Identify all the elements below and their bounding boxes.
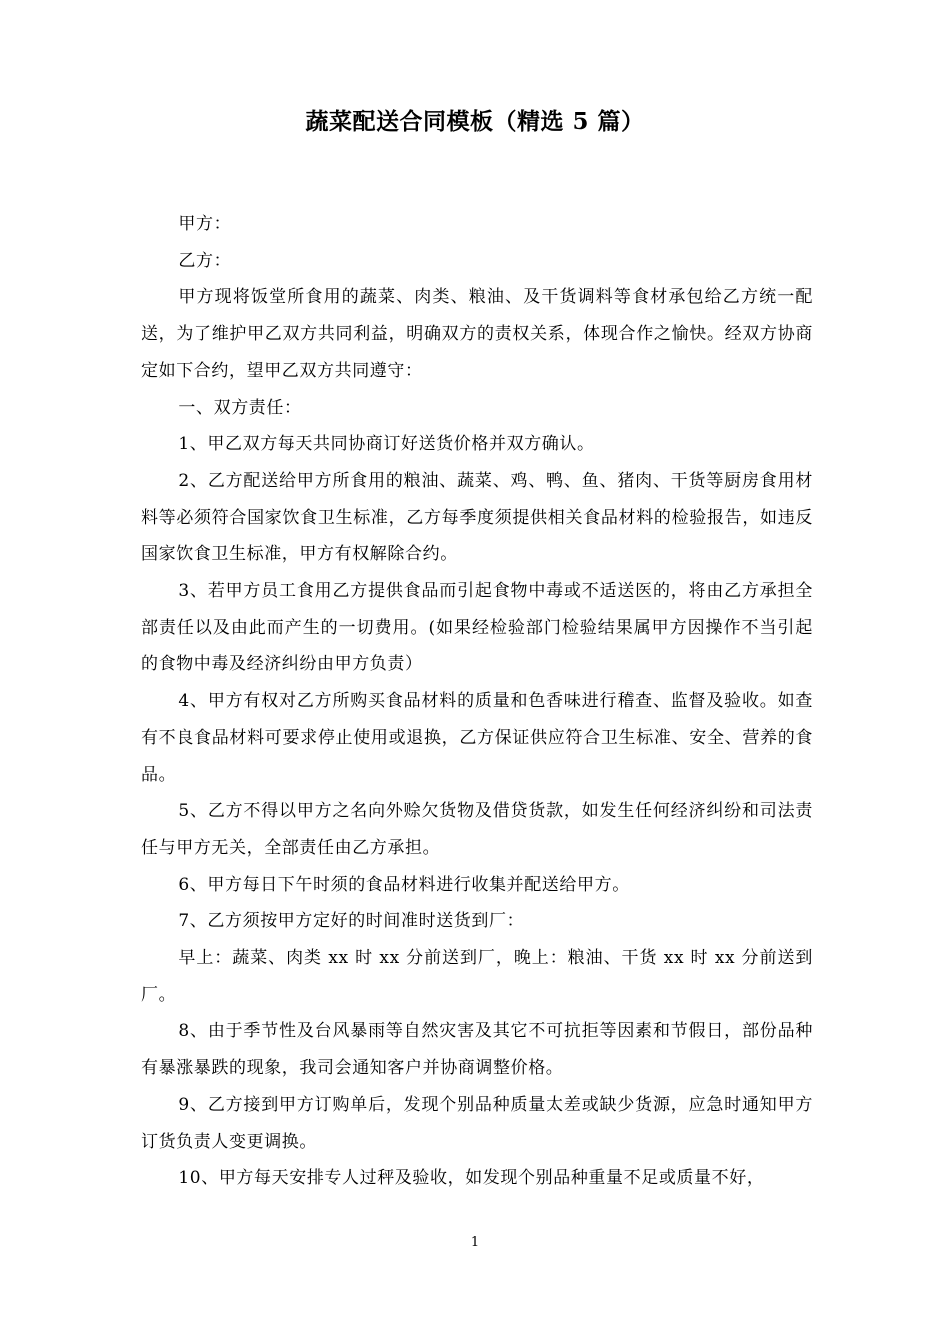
clause-5: 5、乙方不得以甲方之名向外赊欠货物及借贷货款，如发生任何经济纠纷和司法责任与甲方无关，全部责任由乙方承担。 <box>141 801 813 858</box>
clause-4: 4、甲方有权对乙方所购买食品材料的质量和色香味进行稽查、监督及验收。如查有不良食品材料可要求停止使用或退换，乙方保证供应符合卫生标准、安全、营养的食品。 <box>141 691 813 785</box>
document-title: 蔬菜配送合同模板（精选 5 篇） <box>305 108 645 135</box>
document-body <box>141 206 813 1197</box>
page-number: 1 <box>470 1235 480 1250</box>
party-a-line: 甲方： <box>178 214 232 234</box>
section-heading: 一、双方责任： <box>178 397 302 418</box>
party-b-line: 乙方： <box>178 250 232 271</box>
clause-7: 7、乙方须按甲方定好的时间准时送货到厂： <box>178 911 525 932</box>
delivery-schedule: 早上：蔬菜、肉类 xx 时 xx 分前送到厂，晚上：粮油、干货 xx 时 xx 分前送到厂。 <box>141 948 813 1005</box>
clause-1: 1、甲乙双方每天共同协商订好送货价格并双方确认。 <box>178 434 595 455</box>
clause-9: 9、乙方接到甲方订购单后，发现个别品种质量太差或缺少货源，应急时通知甲方订货负责人变更调换。 <box>141 1094 813 1152</box>
clause-3: 3、若甲方员工食用乙方提供食品而引起食物中毒或不适送医的，将由乙方承担全部责任以及由此而产生的一切费用。(如果经检验部门检验结果属甲方因操作不当引起的食物中毒及经济纠纷由甲方负责） <box>141 581 813 675</box>
clause-10: 10、甲方每天安排专人过秤及验收，如发现个别品种重量不足或质量不好， <box>178 1168 765 1189</box>
clause-2: 2、乙方配送给甲方所食用的粮油、蔬菜、鸡、鸭、鱼、猪肉、干货等厨房食用材料等必须符合国家饮食卫生标准，乙方每季度须提供相关食品材料的检验报告，如违反国家饮食卫生标准，甲方有权解除合约。 <box>141 470 813 565</box>
clause-6: 6、甲方每日下午时须的食品材料进行收集并配送给甲方。 <box>178 874 630 895</box>
clause-8: 8、由于季节性及台风暴雨等自然灾害及其它不可抗拒等因素和节假日，部份品种有暴涨暴跌的现象，我司会通知客户并协商调整价格。 <box>141 1021 813 1079</box>
intro-paragraph: 甲方现将饭堂所食用的蔬菜、肉类、粮油、及干货调料等食材承包给乙方统一配送，为了维护甲乙双方共同利益，明确双方的责权关系，体现合作之愉快。经双方协商定如下合约，望甲乙双方共同遵守： <box>141 287 813 381</box>
